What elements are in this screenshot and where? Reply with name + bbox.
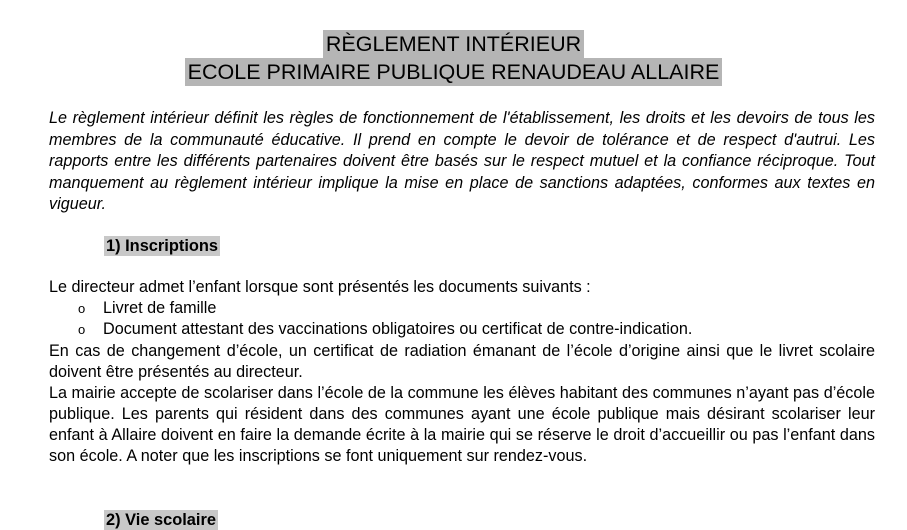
title-line-1: RÈGLEMENT INTÉRIEUR <box>323 30 584 58</box>
mairie-paragraph: La mairie accepte de scolariser dans l’école de la commune les élèves habitant des communes n’ayant pas d’école publique. Les parents qui résident dans des communes ayant une école publique mais désirant scolariser leur enfant à Allaire doivent en faire la demande écrite à la mairie qui se réserve le droit d’accueillir ou pas l’enfant dans son école. A noter que les inscriptions se font uniquement sur rendez-vous. <box>49 384 875 465</box>
list-item <box>78 319 692 340</box>
list-item-text: Document attestant des vaccinations obligatoires ou certificat de contre-indication. <box>103 320 693 338</box>
intro-paragraph: Le règlement intérieur définit les règles de fonctionnement de l'établissement, les droits et les devoirs de tous les membres de la communauté éducative. Il prend en compte le devoir de tolérance et de respect d'autrui. Les rapports entre les différents partenaires doivent être basés sur le respect mutuel et la confiance réciproque. Tout manquement au règlement intérieur implique la mise en place de sanctions adaptées, conformes aux textes en vigueur. <box>49 109 875 213</box>
required-documents-list <box>78 298 692 340</box>
inscriptions-lead-text: Le directeur admet l’enfant lorsque sont présentés les documents suivants : <box>49 278 591 296</box>
bullet-circle-icon: o <box>78 322 86 337</box>
document-title <box>0 30 907 86</box>
school-change-paragraph: En cas de changement d’école, un certificat de radiation émanant de l’école d’origine ainsi que le livret scolaire doivent être présentés au directeur. <box>49 342 875 381</box>
section-heading-inscriptions: 1) Inscriptions <box>106 237 219 255</box>
section-heading-vie-scolaire: 2) Vie scolaire <box>106 511 216 529</box>
title-line-2: ECOLE PRIMAIRE PUBLIQUE RENAUDEAU ALLAIRE <box>185 58 723 86</box>
list-item <box>78 298 692 319</box>
bullet-circle-icon: o <box>78 301 86 316</box>
list-item-text: Livret de famille <box>103 299 217 317</box>
